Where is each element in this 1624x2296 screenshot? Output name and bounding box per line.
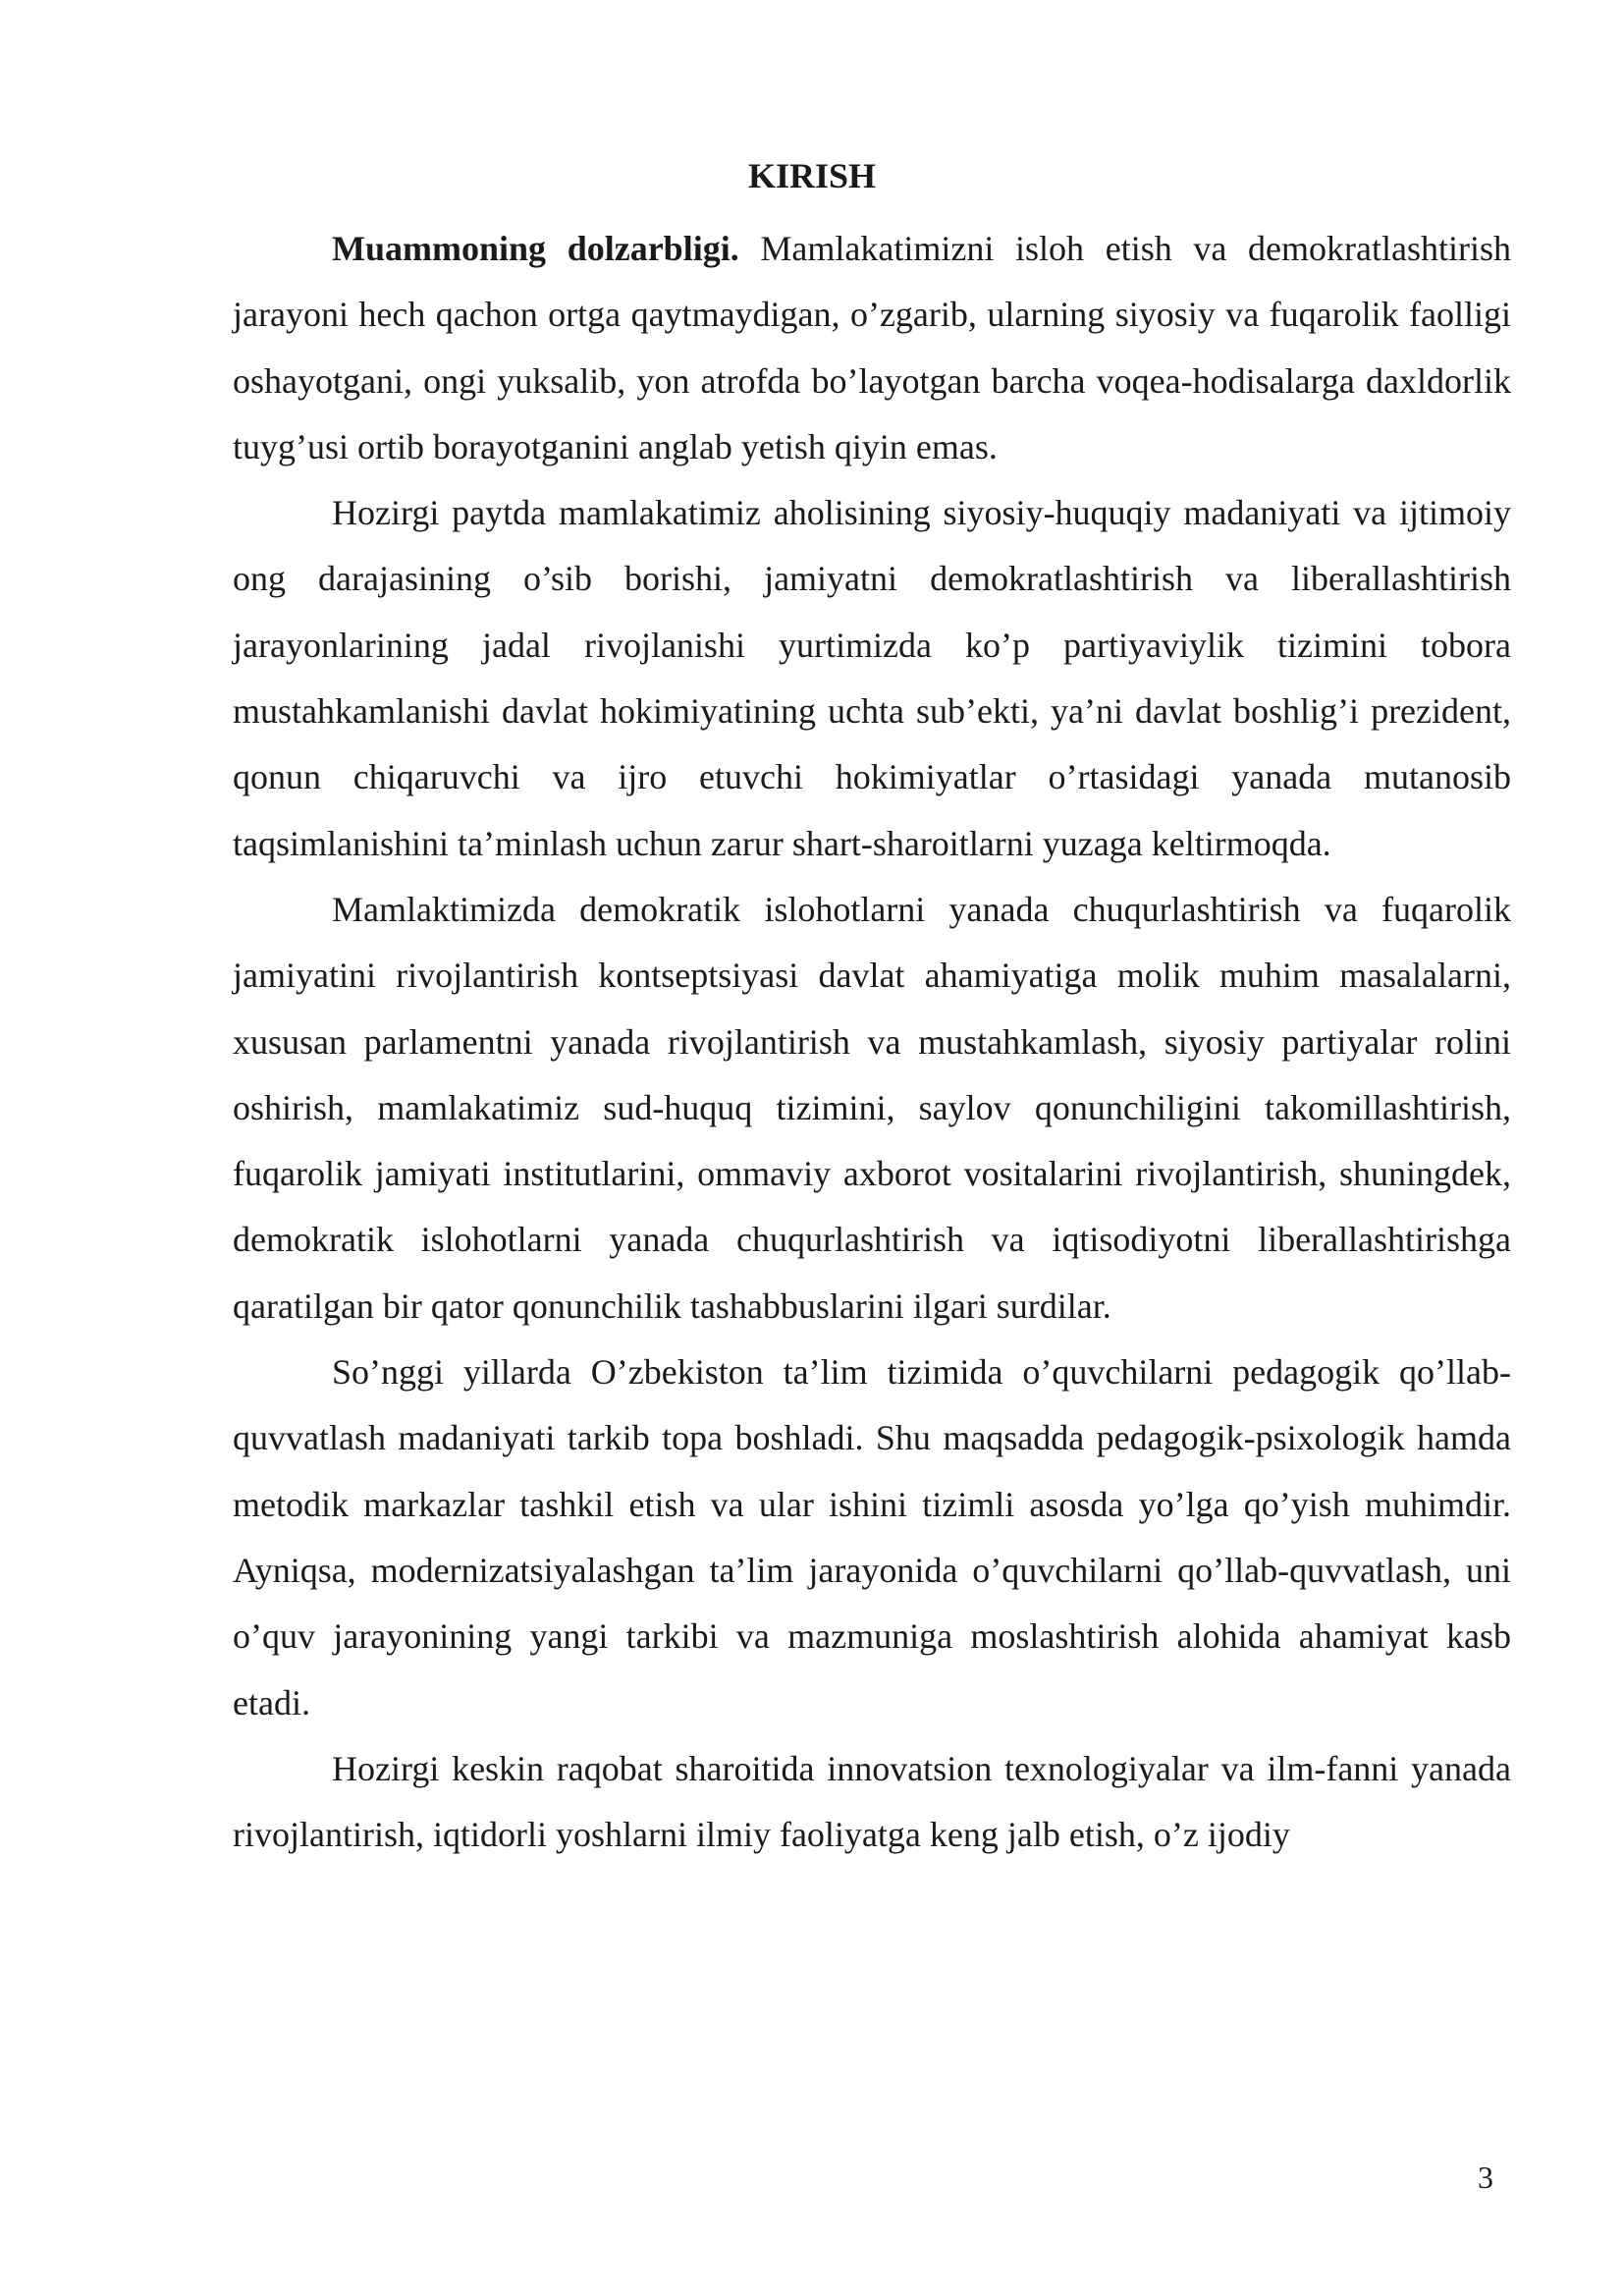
- page-number: 3: [1478, 2159, 1493, 2195]
- paragraph-1: [233, 216, 1511, 480]
- page-title: KIRISH: [747, 156, 877, 195]
- paragraph-5: Hozirgi keskin raqobat sharoitida innovatsion texnologiyalar va ilm-fanni yanada rivojlantirish, iqtidorli yoshlarni ilmiy faoliyatga keng jalb etish, o’z ijodiy: [233, 1748, 1511, 1855]
- paragraph-2: Hozirgi paytda mamlakatimiz aholisining siyosiy-huquqiy madaniyati va ijtimoiy ong darajasining o’sib borishi, jamiyatni demokratlashtirish va liberallashtirish jarayonlarining jadal rivojlanishi yurtimizda ko’p partiyaviylik tizimini tobora mustahkamlanishi davlat hokimiyatining uchta sub’ekti, ya’ni davlat boshlig’i prezident, qonun chiqaruvchi va ijro etuvchi hokimiyatlar o’rtasidagi yanada mutanosib taqsimlanishini ta’minlash uchun zarur shart-sharoitlarni yuzaga keltirmoqda.: [233, 493, 1511, 863]
- paragraph-4: So’nggi yillarda O’zbekiston ta’lim tizimida o’quvchilarni pedagogik qo’llab-quvvatlash madaniyati tarkib topa boshladi. Shu maqsadda pedagogik-psixologik hamda metodik markazlar tashkil etish va ular ishini tizimli asosda yo’lga qo’yish muhimdir. Ayniqsa, modernizatsiyalashgan ta’lim jarayonida o’quvchilarni qo’llab-quvvatlash, uni o’quv jarayonining yangi tarkibi va mazmuniga moslashtirish alohida ahamiyat kasb etadi.: [233, 1352, 1511, 1722]
- paragraph-3: Mamlaktimizda demokratik islohotlarni yanada chuqurlashtirish va fuqarolik jamiyatini rivojlantirish kontseptsiyasi davlat ahamiyatiga molik muhim masalalarni, xususan parlamentni yanada rivojlantirish va mustahkamlash, siyosiy partiyalar rolini oshirish, mamlakatimiz sud-huquq tizimini, saylov qonunchiligini takomillashtirish, fuqarolik jamiyati institutlarini, ommaviy axborot vositalarini rivojlantirish, shuningdek, demokratik islohotlarni yanada chuqurlashtirish va iqtisodiyotni liberallashtirishga qaratilgan bir qator qonunchilik tashabbuslarini ilgari surdilar.: [233, 889, 1511, 1326]
- paragraph-text: Mamlakatimizni isloh etish va demokratlashtirish jarayoni hech qachon ortga qaytmaydigan, o’zgarib, ularning siyosiy va fuqarolik faolligi oshayotgani, ongi yuksalib, yon atrofda bo’layotgan barcha voqea-hodisalarga daxldorlik tuyg’usi ortib borayotganini anglab yetish qiyin emas.: [233, 229, 1511, 466]
- paragraph-lead: Muammoning dolzarbligi.: [332, 229, 739, 268]
- document-body: [233, 216, 1511, 1868]
